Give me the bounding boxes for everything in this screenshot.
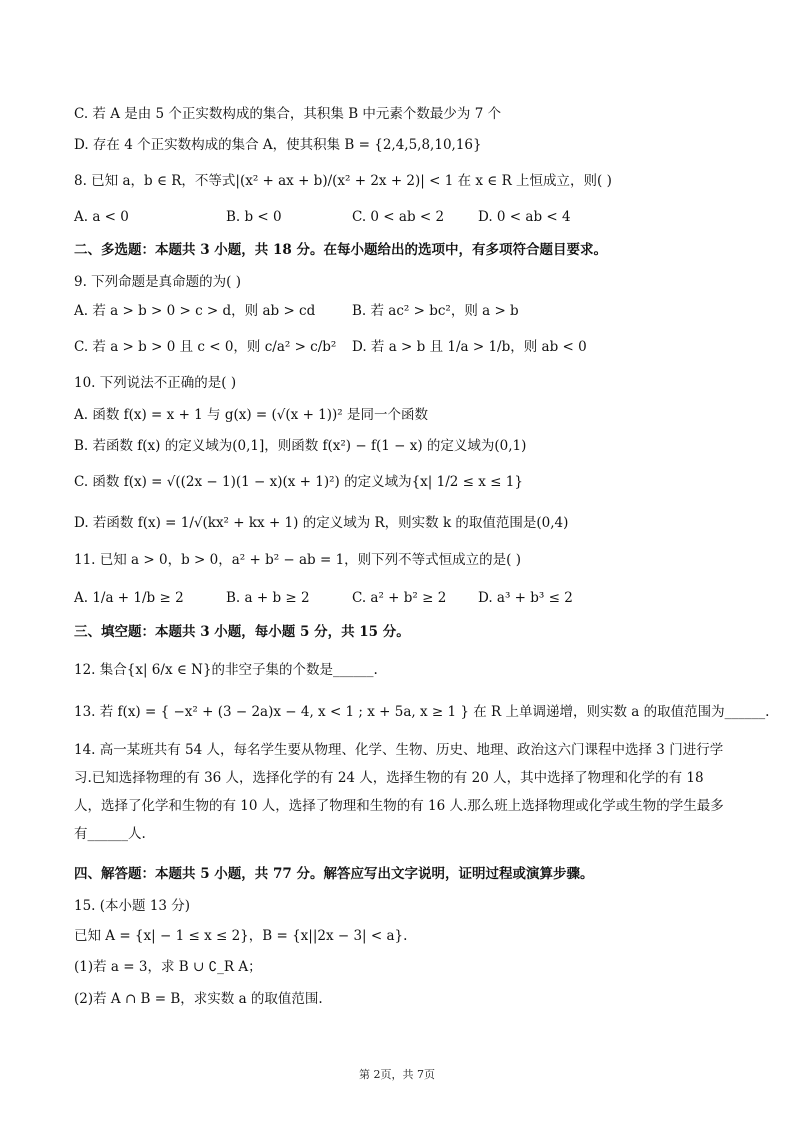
section-2-heading: 二、多选题：本题共 3 小题，共 18 分。在每小题给出的选项中，有多项符合题目要求。 [74, 242, 607, 258]
q8-option-b: B. b < 0 [226, 209, 282, 225]
question-11: 11. 已知 a > 0，b > 0，a² + b² − ab = 1，则下列不等式恒成立的是( ) [74, 552, 522, 568]
section-3-heading: 三、填空题：本题共 3 小题，每小题 5 分，共 15 分。 [74, 624, 410, 640]
q15-part-1: (1)若 a = 3，求 B ∪ ∁_R A； [74, 959, 262, 975]
q8-option-a: A. a < 0 [74, 209, 129, 225]
section-4-heading: 四、解答题：本题共 5 小题，共 77 分。解答应写出文字说明，证明过程或演算步骤。 [74, 866, 594, 882]
q11-option-b: B. a + b ≥ 2 [226, 590, 310, 606]
question-8: 8. 已知 a，b ∈ R，不等式|(x² + ax + b)/(x² + 2x + 2)| < 1 在 x ∈ R 上恒成立，则( ) [74, 173, 612, 189]
q8-option-c: C. 0 < ab < 2 [352, 209, 445, 225]
question-9: 9. 下列命题是真命题的为( ) [74, 274, 241, 290]
page-number-footer: 第 2页，共 7页 [359, 1068, 435, 1081]
q9-option-b: B. 若 ac² > bc²，则 a > b [352, 303, 519, 319]
q9-option-c: C. 若 a > b > 0 且 c < 0，则 c/a² > c/b² [74, 339, 337, 355]
question-12: 12. 集合{x| 6/x ∈ N}的非空子集的个数是______. [74, 662, 378, 678]
q10-option-d: D. 若函数 f(x) = 1/√(kx² + kx + 1) 的定义域为 R，则实数 k 的取值范围是(0,4) [74, 515, 569, 531]
q7-option-c: C. 若 A 是由 5 个正实数构成的集合，其积集 B 中元素个数最少为 7 个 [74, 106, 502, 122]
q7-option-d: D. 存在 4 个正实数构成的集合 A，使其积集 B = {2,4,5,8,10,16} [74, 137, 482, 153]
q9-option-d: D. 若 a > b 且 1/a > 1/b，则 ab < 0 [352, 339, 587, 355]
q15-stem: 已知 A = {x| − 1 ≤ x ≤ 2}，B = {x||2x − 3| < a}. [74, 928, 408, 944]
q8-option-d: D. 0 < ab < 4 [478, 209, 571, 225]
question-15: 15. (本小题 13 分) [74, 898, 191, 914]
q9-option-a: A. 若 a > b > 0 > c > d，则 ab > cd [74, 303, 316, 319]
q10-option-b: B. 若函数 f(x) 的定义域为(0,1]，则函数 f(x²) − f(1 − x) 的定义域为(0,1) [74, 438, 527, 454]
q10-option-a: A. 函数 f(x) = x + 1 与 g(x) = (√(x + 1))² 是同一个函数 [74, 407, 428, 423]
question-14: 14. 高一某班共有 54 人，每名学生要从物理、化学、生物、历史、地理、政治这六门课程中选择 3 门进行学习.已知选择物理的有 36 人，选择化学的有 24 人，选择生物的有 20 人，其中选择了物理和化学的有 18 人，选择了化学和生物的有 10 人，选择了物理和生物的有 16 人.那么班上选择物理或化学或生物的学生最多有______人. [74, 742, 724, 842]
q15-part-2: (2)若 A ∩ B = B，求实数 a 的取值范围. [74, 991, 323, 1007]
q11-option-d: D. a³ + b³ ≤ 2 [478, 590, 573, 606]
q11-option-c: C. a² + b² ≥ 2 [352, 590, 447, 606]
q10-option-c: C. 函数 f(x) = √((2x − 1)(1 − x)(x + 1)²) 的定义域为{x| 1/2 ≤ x ≤ 1} [74, 474, 523, 490]
question-10: 10. 下列说法不正确的是( ) [74, 375, 237, 391]
question-13: 13. 若 f(x) = { −x² + (3 − 2a)x − 4, x < 1 ; x + 5a, x ≥ 1 } 在 R 上单调递增，则实数 a 的取值范围为______. [74, 704, 770, 720]
q11-option-a: A. 1/a + 1/b ≥ 2 [74, 590, 184, 606]
